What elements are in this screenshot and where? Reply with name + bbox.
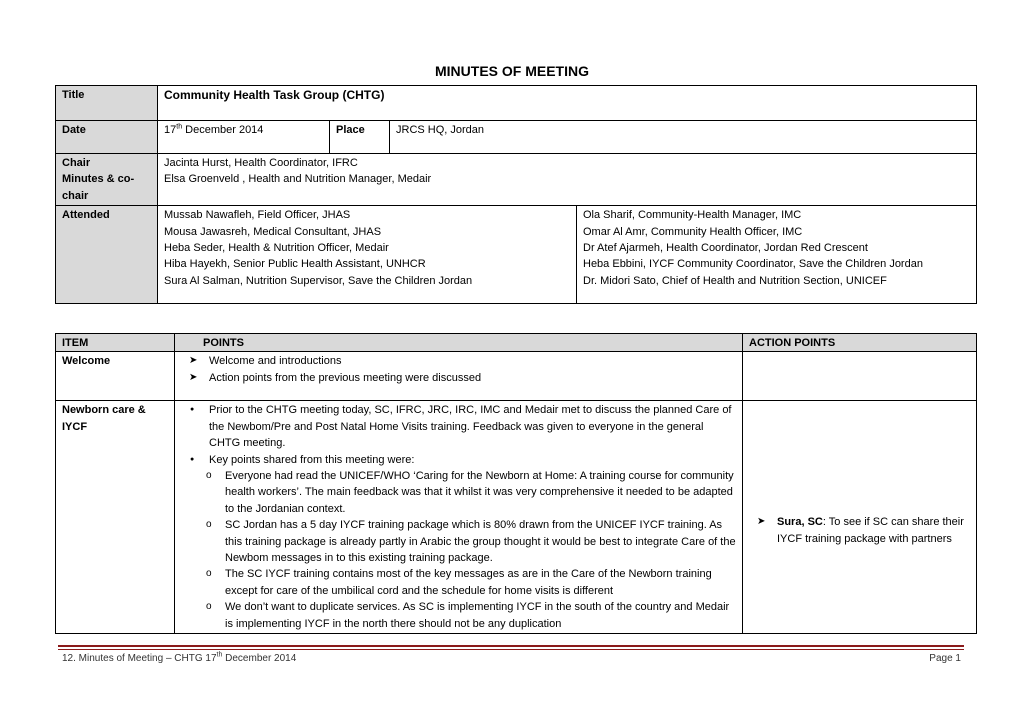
list-item: o The SC IYCF training contains most of the key messages as are in the Care of the Newborn training except for care of the umbilical cord and the schedule for home visits is different (197, 566, 736, 599)
attendee: Omar Al Amr, Community Health Officer, IMC (583, 225, 803, 238)
attendee: Heba Ebbini, IYCF Community Coordinator, Save the Children Jordan (583, 258, 923, 271)
header-action-points: ACTION POINTS (743, 334, 977, 352)
attendee: Dr. Midori Sato, Chief of Health and Nutrition Section, UNICEF (583, 274, 887, 287)
chair-label: Chair Minutes & co-chair (56, 154, 158, 206)
footer-divider (58, 645, 964, 647)
attendee: Mousa Jawasreh, Medical Consultant, JHAS (164, 225, 382, 238)
page-title: MINUTES OF MEETING (435, 63, 589, 79)
list-item: o Everyone had read the UNICEF/WHO ‘Caring for the Newborn at Home: A training course for community health workers’. The main feedback was that it whilst it was very comprehensive it needed to be adapted to the Jordanian context. (197, 468, 736, 517)
place-label: Place (330, 121, 390, 154)
title-label: Title (56, 86, 158, 121)
list-item: o SC Jordan has a 5 day IYCF training package which is 80% drawn from the UNICEF IYCF training. As this training package is already partly in Arabic the group thought it would be best to integrate Care of the Newbom messages in to this existing training package. (197, 517, 736, 566)
action-newborn-care (743, 401, 977, 634)
footer-document-title: 12. Minutes of Meeting – CHTG 17th December 2014 (62, 651, 297, 664)
list-item: ● Prior to the CHTG meeting today, SC, IFRC, JRC, IRC, IMC and Medair met to discuss the planned Care of the Newbom/Pre and Post Natal Home Visits training. Feedback was given to everyone in the general CHTG meeting. (181, 402, 736, 451)
attendee: Dr Atef Ajarmeh, Health Coordinator, Jordan Red Crescent (583, 242, 868, 255)
header-item: ITEM (56, 334, 175, 352)
header-points: POINTS (175, 334, 743, 352)
attendee: Sura Al Salman, Nutrition Supervisor, Save the Children Jordan (164, 274, 473, 287)
list-item: o We don’t want to duplicate services. As SC is implementing IYCF in the south of the country and Medair is implementing IYCF in the north there should not be any duplication (197, 599, 736, 632)
attended-label: Attended (56, 206, 158, 304)
action-welcome (743, 352, 977, 401)
list-item: ● Key points shared from this meeting were: (181, 452, 736, 468)
page-number: Page 1 (929, 653, 961, 664)
list-item: ➤ Action points from the previous meeting were discussed (181, 370, 736, 386)
title-value: Community Health Task Group (CHTG) (158, 86, 977, 121)
meeting-info-table (55, 85, 977, 304)
footer-divider-thin (58, 649, 964, 650)
date-label: Date (56, 121, 158, 154)
attendee: Ola Sharif, Community-Health Manager, IMC (583, 209, 802, 222)
place-value: JRCS HQ, Jordan (390, 121, 977, 154)
attendee: Mussab Nawafleh, Field Officer, JHAS (164, 209, 351, 222)
agenda-items-table (55, 333, 977, 634)
action-point: ➤ Sura, SC: To see if SC can share their IYCF training package with partners (749, 514, 970, 547)
list-item: ➤ Welcome and introductions (181, 353, 736, 369)
attendee: Hiba Hayekh, Senior Public Health Assistant, UNHCR (164, 258, 426, 271)
attended-list-left (158, 206, 577, 304)
item-newborn-care: Newborn care & IYCF (56, 401, 175, 634)
points-welcome (175, 352, 743, 401)
attendee: Heba Seder, Health & Nutrition Officer, Medair (164, 242, 389, 255)
points-newborn-care (175, 401, 743, 634)
chair-value: Jacinta Hurst, Health Coordinator, IFRC Elsa Groenveld , Health and Nutrition Manager, Medair (158, 154, 977, 206)
attended-list-right (577, 206, 977, 304)
date-value: 17th December 2014 (158, 121, 330, 154)
item-welcome: Welcome (56, 352, 175, 401)
